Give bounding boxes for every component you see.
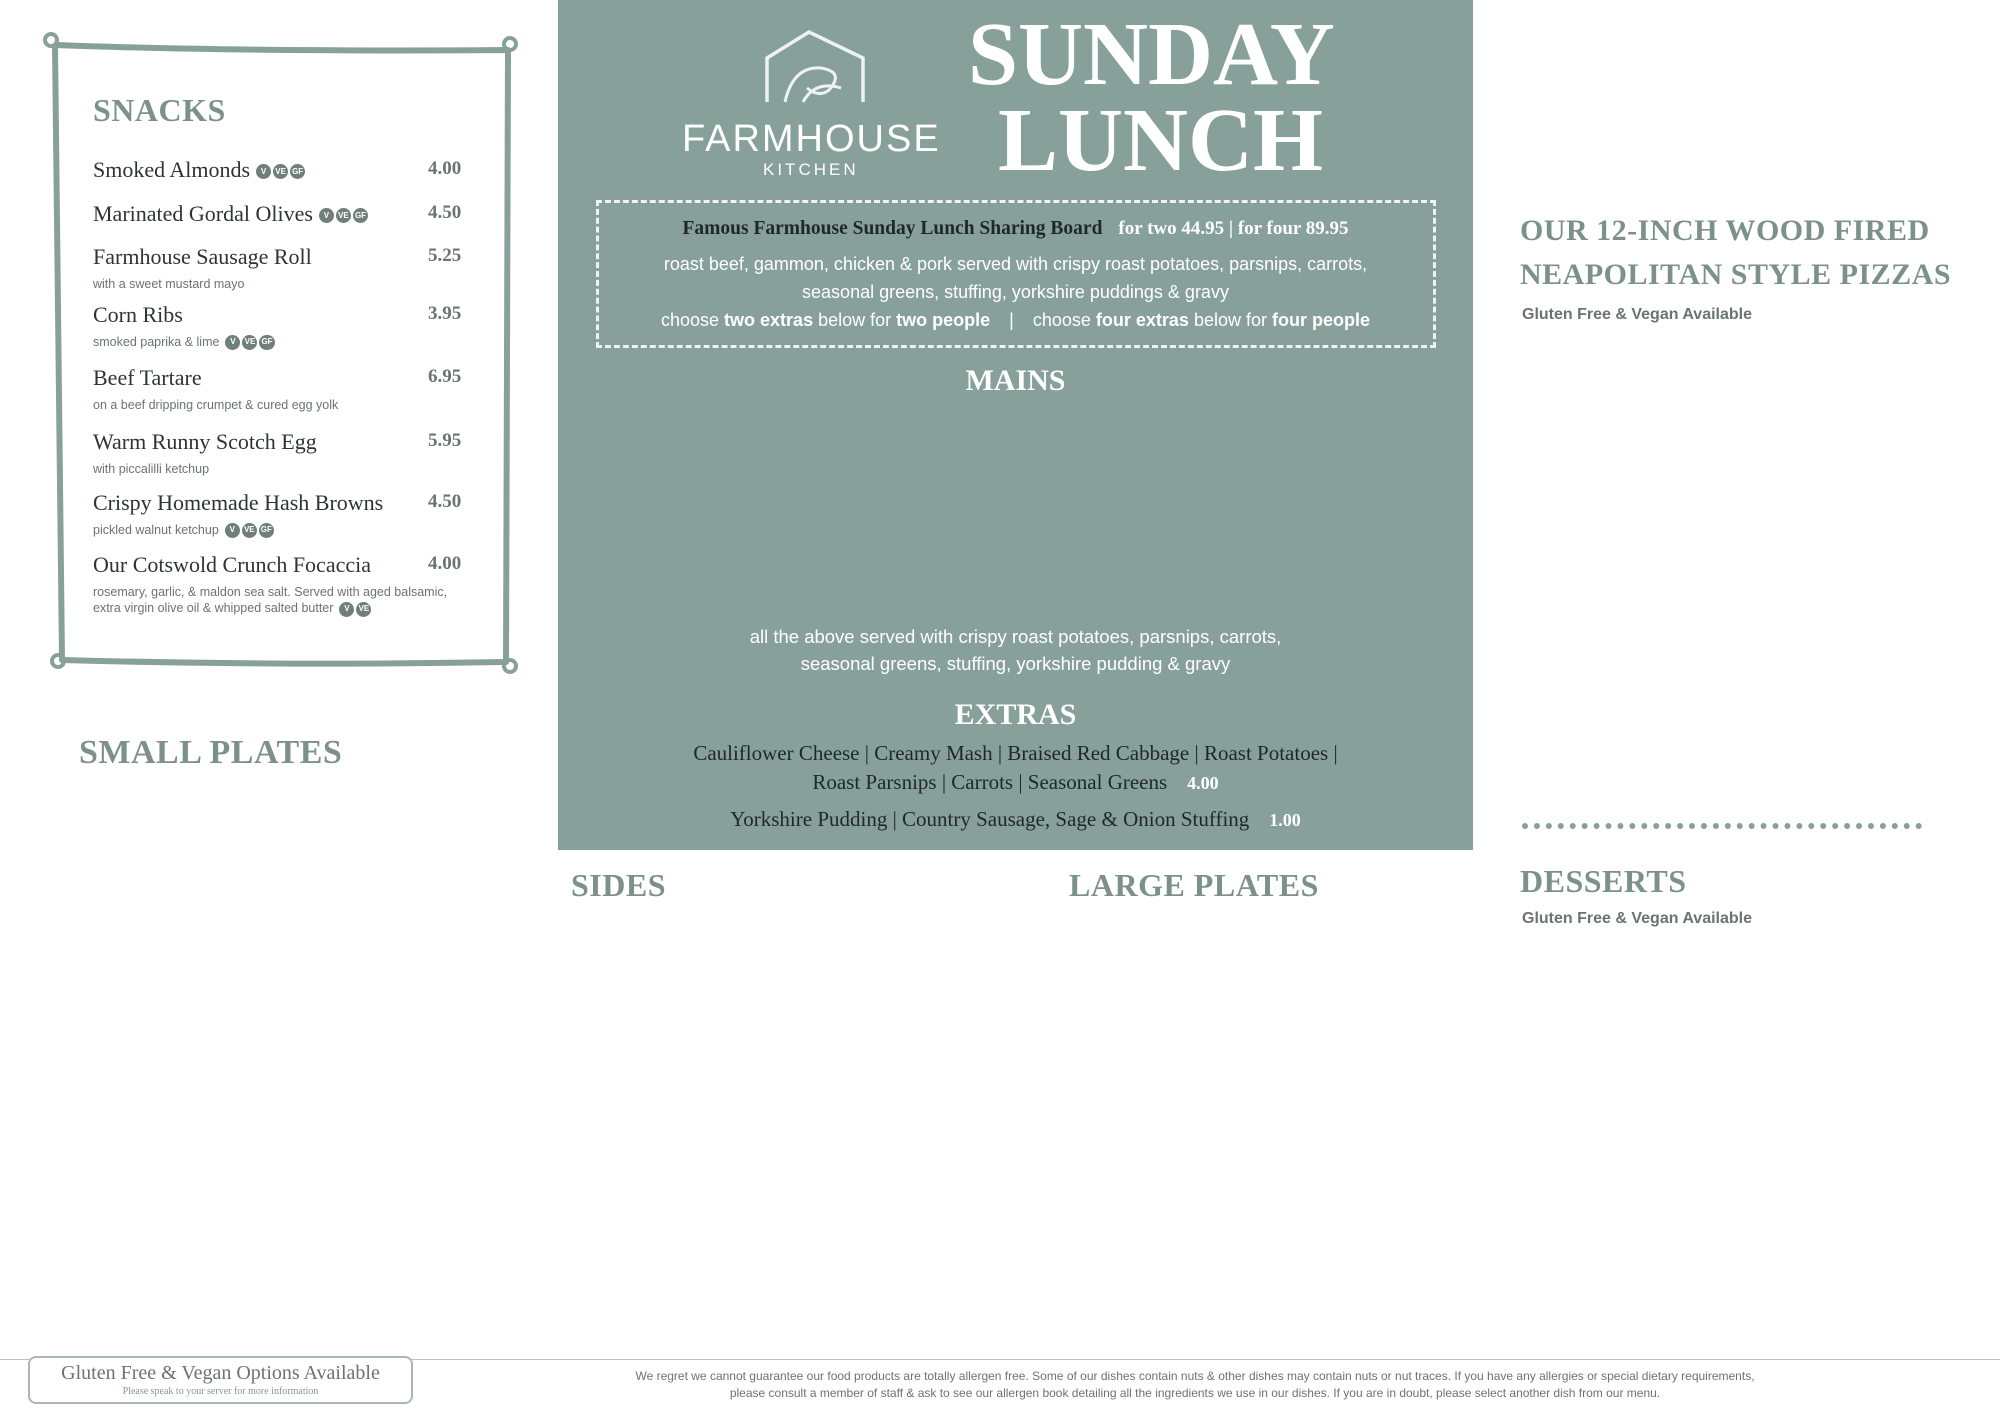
diet-tag-v-icon: V <box>225 523 240 538</box>
menu-item <box>93 243 493 292</box>
diet-tag-v-icon: V <box>319 208 334 223</box>
small-plates-title: SMALL PLATES <box>79 734 343 771</box>
item-name: Smoked Almonds V VE GF <box>93 157 304 182</box>
extras-items-2: Roast Parsnips | Carrots | Seasonal Greens <box>812 770 1168 794</box>
item-price: 4.50 <box>428 202 462 223</box>
sharing-desc-1: roast beef, gammon, chicken & pork served with crispy roast potatoes, parsnips, carrots, <box>663 254 1368 274</box>
pizza-title-2: NEAPOLITAN STYLE PIZZAS <box>1520 258 1952 291</box>
diet-tag-v-icon: V <box>225 335 240 350</box>
sharing-choose <box>558 310 1473 331</box>
item-price: 4.00 <box>428 553 462 574</box>
choose-text: below for <box>813 310 897 330</box>
item-description: rosemary, garlic, & maldon sea salt. Served with aged balsamic, extra virgin olive oil & whipped salted butter V VE <box>93 584 448 616</box>
diet-tags <box>256 164 305 179</box>
extras-title: EXTRAS <box>954 698 1077 731</box>
diet-tag-ve-icon: VE <box>336 208 351 223</box>
badge-subtitle: Please speak to your server for more information <box>122 1386 319 1397</box>
sharing-board-price: for two 44.95 | for four 89.95 <box>1118 218 1349 239</box>
item-description: on a beef dripping crumpet & cured egg yolk <box>93 397 339 412</box>
choose-text: choose <box>1032 310 1096 330</box>
item-price: 5.25 <box>428 245 462 266</box>
extras-line-2 <box>558 770 1473 795</box>
item-description: smoked paprika & lime V VE GF <box>93 334 273 349</box>
menu-item <box>93 551 493 617</box>
choose-bold: two people <box>896 310 991 330</box>
gf-vegan-badge <box>28 1356 413 1404</box>
item-name: Warm Runny Scotch Egg <box>93 429 317 454</box>
diet-tag-gf-icon: GF <box>353 208 368 223</box>
badge-title: Gluten Free & Vegan Options Available <box>61 1362 380 1384</box>
extras-price-3: 1.00 <box>1269 810 1301 830</box>
diet-tag-ve-icon: VE <box>356 602 371 617</box>
title-sunday: SUNDAY <box>968 5 1335 104</box>
mains-title: MAINS <box>965 364 1066 397</box>
extras-line-1: Cauliflower Cheese | Creamy Mash | Braised Red Cabbage | Roast Potatoes | <box>693 741 1338 765</box>
item-price: 4.50 <box>428 491 462 512</box>
pizza-subtitle: Gluten Free & Vegan Available <box>1522 306 1752 323</box>
choose-text: choose <box>661 310 725 330</box>
diet-tag-v-icon: V <box>339 602 354 617</box>
extras-items-3: Yorkshire Pudding | Country Sausage, Sage & Onion Stuffing <box>730 807 1250 831</box>
item-description: pickled walnut ketchup V VE GF <box>93 522 272 537</box>
menu-item <box>93 428 493 477</box>
item-name: Beef Tartare <box>93 365 202 390</box>
mains-note-2: seasonal greens, stuffing, yorkshire pudding & gravy <box>800 653 1231 674</box>
mains-note-1: all the above served with crispy roast potatoes, parsnips, carrots, <box>749 626 1282 647</box>
diet-tags <box>225 335 274 350</box>
diet-tag-gf-icon: GF <box>259 335 274 350</box>
item-name: Marinated Gordal Olives V VE GF <box>93 201 367 226</box>
pizza-title-1: OUR 12-INCH WOOD FIRED <box>1520 214 1930 247</box>
item-description: with piccalilli ketchup <box>93 461 210 476</box>
diet-tag-v-icon: V <box>256 164 271 179</box>
sharing-desc-2: seasonal greens, stuffing, yorkshire puddings & gravy <box>802 282 1229 302</box>
desserts-title: DESSERTS <box>1520 863 1687 899</box>
diet-tag-gf-icon: GF <box>259 523 274 538</box>
allergen-notice-2 <box>425 1386 1965 1400</box>
large-plates-title: LARGE PLATES <box>1069 867 1319 903</box>
title-lunch: LUNCH <box>998 91 1324 190</box>
item-price: 4.00 <box>428 158 462 179</box>
menu-item <box>93 200 493 229</box>
menu-item <box>93 156 493 185</box>
item-name: Our Cotswold Crunch Focaccia <box>93 552 371 577</box>
sharing-board-title <box>558 218 1473 240</box>
item-name: Corn Ribs <box>93 302 183 327</box>
item-name: Farmhouse Sausage Roll <box>93 244 312 269</box>
item-name: Crispy Homemade Hash Browns <box>93 490 384 515</box>
menu-item <box>93 364 493 413</box>
choose-bold: four people <box>1272 310 1370 330</box>
farmhouse-logo-icon <box>763 28 867 104</box>
logo-name: FARMHOUSE <box>682 118 941 160</box>
diet-tags <box>319 208 368 223</box>
diet-tags <box>339 602 371 617</box>
item-price: 5.95 <box>428 430 462 451</box>
item-description: with a sweet mustard mayo <box>93 276 245 291</box>
choose-text: below for <box>1188 310 1272 330</box>
choose-bold: two extras <box>724 310 814 330</box>
desserts-subtitle: Gluten Free & Vegan Available <box>1522 910 1752 927</box>
allergen-notice-text: please consult a member of staff & ask to see our allergen book detailing all the ingredients we use in our dishes. If you are in doubt, please select another dish from our menu. <box>729 1386 1661 1400</box>
section-divider <box>1522 823 1922 829</box>
menu-item <box>93 301 493 350</box>
diet-tags <box>225 523 274 538</box>
diet-tag-gf-icon: GF <box>290 164 305 179</box>
choose-separator: | <box>1009 310 1014 330</box>
snacks-title: SNACKS <box>93 92 226 128</box>
extras-price-2: 4.00 <box>1187 773 1219 793</box>
item-price: 6.95 <box>428 366 462 387</box>
diet-tag-ve-icon: VE <box>242 523 257 538</box>
sharing-board-name: Famous Farmhouse Sunday Lunch Sharing Board <box>682 218 1103 239</box>
diet-tag-ve-icon: VE <box>273 164 288 179</box>
choose-bold: four extras <box>1095 310 1189 330</box>
logo-sub: KITCHEN <box>763 160 859 179</box>
diet-tag-ve-icon: VE <box>242 335 257 350</box>
menu-item <box>93 489 493 538</box>
sunday-lunch-panel <box>558 0 1473 850</box>
extras-line-3 <box>558 807 1473 832</box>
item-price: 3.95 <box>428 303 462 324</box>
allergen-notice-1: We regret we cannot guarantee our food products are totally allergen free. Some of our dishes contain nuts & other dishes may contain nuts or nut traces. If you have any allergies or special dietary requirements, <box>635 1369 1755 1383</box>
sides-title: SIDES <box>571 867 666 903</box>
